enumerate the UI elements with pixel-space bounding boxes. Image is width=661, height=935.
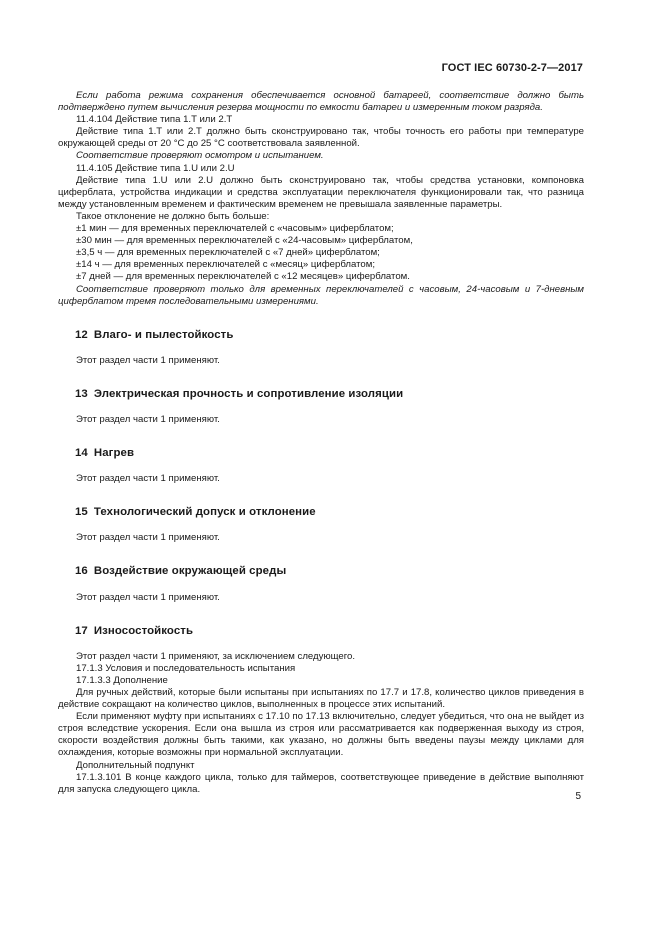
clause-17-1-3-3-heading: 17.1.3.3 Дополнение	[76, 674, 168, 686]
clause-11-4-105-heading: 11.4.105 Действие типа 1.U или 2.U	[76, 162, 235, 174]
section-title: Износостойкость	[93, 624, 194, 637]
section-text: Этот раздел части 1 применяют, за исключением следующего.	[76, 650, 356, 662]
section-title: Воздействие окружающей среды	[93, 565, 287, 578]
page-body	[58, 90, 584, 796]
section-number: 12	[75, 328, 88, 341]
section-text: Этот раздел части 1 применяют.	[76, 473, 220, 485]
section-title: Электрическая прочность и сопротивление изоляции	[93, 387, 404, 400]
additional-subclause-label: Дополнительный подпункт	[76, 759, 195, 771]
paragraph-1u-2u: Действие типа 1.U или 2.U должно быть сконструировано так, чтобы средства установки, компоновка циферблата, устройства индикации и средства эксплуатации переключателя функционировали так, что разница между установленным временем и фактическим временем не превышала заявленные параметры.	[58, 174, 584, 210]
deviation-list-item: ±7 дней — для временных переключателей с «12 месяцев» циферблатом.	[76, 271, 410, 283]
section-text: Этот раздел части 1 применяют.	[76, 413, 220, 425]
deviation-list-item: ±1 мин — для временных переключателей с «часовым» циферблатом;	[76, 223, 394, 235]
paragraph-manual-actions: Для ручных действий, которые были испытаны при испытаниях по 17.7 и 17.8, количество циклов приведения в действие сокращают на количество циклов, выполненных в процессе этих испытаний.	[58, 687, 584, 711]
section-heading-14	[75, 447, 584, 459]
deviation-list-item: ±30 мин — для временных переключателей с «24-часовым» циферблатом,	[76, 235, 413, 247]
section-text: Этот раздел части 1 применяют.	[76, 532, 220, 544]
section-title: Нагрев	[93, 447, 135, 460]
page-number: 5	[575, 791, 581, 802]
paragraph-battery-reserve: Если работа режима сохранения обеспечивается основной батареей, соответствие должно быть подтверждено путем вычисления резерва мощности по емкости батареи и измеренным током разряда.	[58, 90, 584, 114]
clause-17-1-3-heading: 17.1.3 Условия и последовательность испытания	[76, 662, 296, 674]
clause-11-4-104-heading: 11.4.104 Действие типа 1.T или 2.T	[76, 114, 233, 126]
paragraph-compliance-measurements: Соответствие проверяют только для временных переключателей с часовым, 24-часовым и 7-дневным циферблатом тремя последовательными измерениями.	[58, 283, 584, 307]
section-heading-17	[75, 625, 584, 637]
section-title: Влаго- и пылестойкость	[93, 328, 234, 341]
section-text: Этот раздел части 1 применяют.	[76, 354, 220, 366]
section-number: 14	[75, 447, 88, 460]
section-number: 13	[75, 387, 88, 400]
section-heading-16	[75, 565, 584, 577]
paragraph-1t-2t: Действие типа 1.T или 2.T должно быть сконструировано так, чтобы точность его работы при температуре окружающей среды от 20 °C до 25 °C соответствовала заявленной.	[58, 126, 584, 150]
section-text: Этот раздел части 1 применяют.	[76, 591, 220, 603]
section-number: 15	[75, 506, 88, 519]
deviation-list-item: ±3,5 ч — для временных переключателей с «7 дней» циферблатом;	[76, 247, 380, 259]
paragraph-clutch-test: Если применяют муфту при испытаниях с 17.10 по 17.13 включительно, следует убедиться, что она не выйдет из строя вследствие ускорения. Если она вышла из строя или рассматривается как подверженная выходу из строя, скорости воздействия должны быть такими, как указано, но должны быть введены паузы между циклами для охлаждения, которые возможны при нормальной эксплуатации.	[58, 711, 584, 759]
document-id-header: ГОСТ IEC 60730-2-7—2017	[441, 62, 583, 74]
section-number: 16	[75, 565, 88, 578]
clause-17-1-3-101: 17.1.3.101 В конце каждого цикла, только для таймеров, соответствующее приведение в действие выполняют для запуска следующего цикла.	[58, 771, 584, 795]
section-heading-12	[75, 329, 584, 341]
section-title: Технологический допуск и отклонение	[93, 506, 316, 519]
section-heading-13	[75, 388, 584, 400]
deviation-list-item: ±14 ч — для временных переключателей с «месяц» циферблатом;	[76, 259, 376, 271]
paragraph-compliance-inspection: Соответствие проверяют осмотром и испытанием.	[76, 150, 324, 162]
paragraph-deviation-intro: Такое отклонение не должно быть больше:	[76, 210, 270, 222]
section-number: 17	[75, 624, 88, 637]
section-heading-15	[75, 506, 584, 518]
